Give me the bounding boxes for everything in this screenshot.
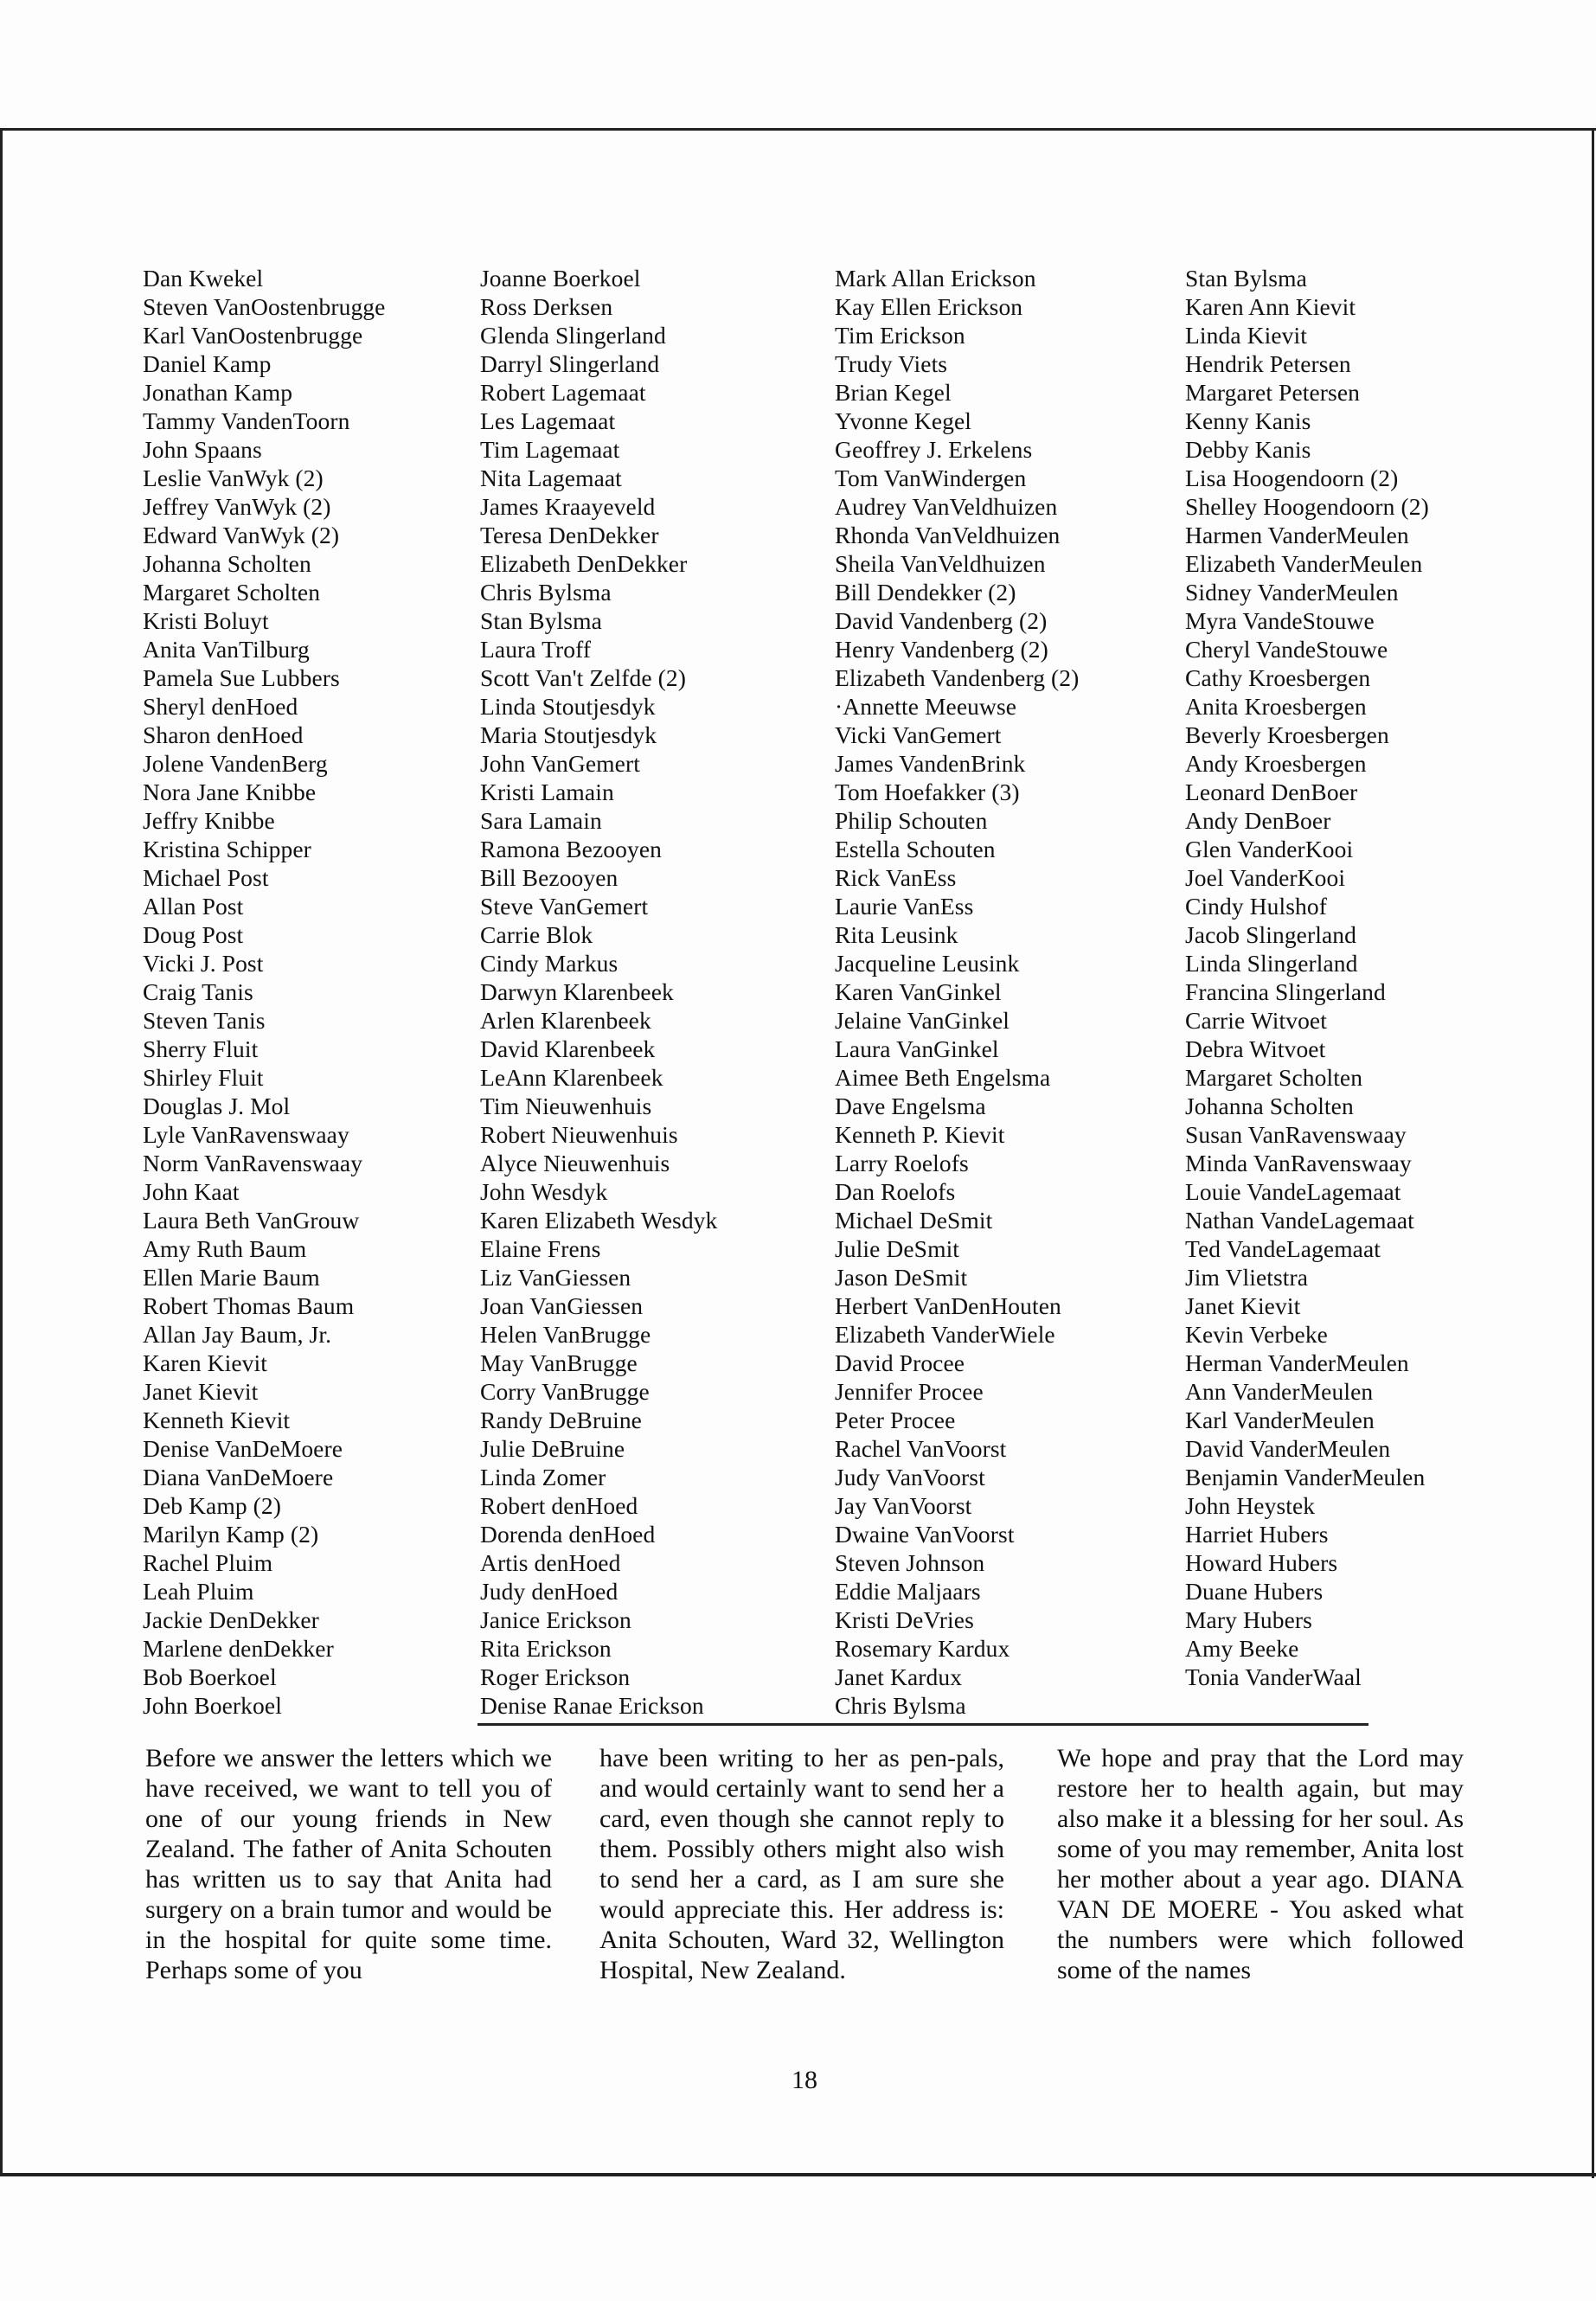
name-entry: LeAnn Klarenbeek <box>480 1064 663 1091</box>
name-entry: Craig Tanis <box>143 978 253 1005</box>
name-entry: Alyce Nieuwenhuis <box>480 1150 670 1176</box>
name-entry: Karen Elizabeth Wesdyk <box>480 1207 718 1234</box>
name-entry: Maria Stoutjesdyk <box>480 721 657 748</box>
name-entry: Jeffrey VanWyk (2) <box>143 493 331 520</box>
name-entry: Leah Pluim <box>143 1578 254 1605</box>
name-entry: Howard Hubers <box>1185 1549 1338 1576</box>
name-entry: Benjamin VanderMeulen <box>1185 1464 1426 1490</box>
name-entry: Robert Thomas Baum <box>143 1292 355 1319</box>
name-entry: Jacob Slingerland <box>1185 921 1356 948</box>
name-entry: Susan VanRavenswaay <box>1185 1121 1407 1148</box>
names-column-1 <box>143 264 385 1720</box>
name-entry: Sara Lamain <box>480 807 602 834</box>
name-entry: Trudy Viets <box>835 350 948 377</box>
name-entry: Janet Kardux <box>835 1663 963 1690</box>
name-entry: Karen Kievit <box>143 1349 267 1376</box>
article-paragraph-1: Before we answer the letters which we have received, we want to tell you of one of our young friends in New Zealand. The father of Anita Schouten has written us to say that Anita had surgery on a brain tumor and would be in the hospital for quite some time. Perhaps some of you <box>145 1744 552 1984</box>
name-entry: Janet Kievit <box>143 1378 259 1405</box>
name-entry: Dave Engelsma <box>835 1093 986 1119</box>
name-entry: Liz VanGiessen <box>480 1264 631 1291</box>
name-entry: Cindy Hulshof <box>1185 893 1328 920</box>
name-entry: Tonia VanderWaal <box>1185 1663 1362 1690</box>
name-entry: Rhonda VanVeldhuizen <box>835 522 1061 548</box>
name-entry: Tom Hoefakker (3) <box>835 779 1020 805</box>
name-entry: Artis denHoed <box>480 1549 621 1576</box>
article-paragraph-3: We hope and pray that the Lord may restore her to health again, but may also make it a blessing for her soul. As some of you may remember, Anita lost her mother about a year ago. DIANA VAN DE MOERE - You asked what the numbers were which followed some of the names <box>1057 1744 1464 1984</box>
name-entry: Laura Troff <box>480 636 592 663</box>
name-entry: Amy Beeke <box>1185 1635 1299 1662</box>
name-entry: Beverly Kroesbergen <box>1185 721 1389 748</box>
names-list <box>143 264 1475 1717</box>
name-entry: Cindy Markus <box>480 950 619 977</box>
name-entry: Diana VanDeMoere <box>143 1464 334 1490</box>
name-entry: Jeffry Knibbe <box>143 807 275 834</box>
name-entry: Judy VanVoorst <box>835 1464 985 1490</box>
name-entry: Kenny Kanis <box>1185 407 1311 434</box>
name-entry: Janet Kievit <box>1185 1292 1301 1319</box>
name-entry: Teresa DenDekker <box>480 522 659 548</box>
name-entry: James Kraayeveld <box>480 493 656 520</box>
name-entry: Francina Slingerland <box>1185 978 1386 1005</box>
name-entry: Leslie VanWyk (2) <box>143 465 324 491</box>
name-entry: Sherry Fluit <box>143 1035 259 1062</box>
name-entry: Marlene denDekker <box>143 1635 334 1662</box>
name-entry: Eddie Maljaars <box>835 1578 981 1605</box>
name-entry: Mary Hubers <box>1185 1606 1312 1633</box>
name-entry: Lisa Hoogendoorn (2) <box>1185 465 1399 491</box>
name-entry: Philip Schouten <box>835 807 988 834</box>
name-entry: Jackie DenDekker <box>143 1606 319 1633</box>
name-entry: David Klarenbeek <box>480 1035 656 1062</box>
name-entry: Laurie VanEss <box>835 893 974 920</box>
name-entry: Minda VanRavenswaay <box>1185 1150 1412 1176</box>
name-entry: Vicki VanGemert <box>835 721 1002 748</box>
name-entry: Edward VanWyk (2) <box>143 522 340 548</box>
name-entry: Johanna Scholten <box>1185 1093 1354 1119</box>
name-entry: Myra VandeStouwe <box>1185 607 1375 634</box>
name-entry: Les Lagemaat <box>480 407 616 434</box>
page-number: 18 <box>792 2066 817 2094</box>
name-entry: Jennifer Procee <box>835 1378 984 1405</box>
name-entry: Sheryl denHoed <box>143 693 298 720</box>
name-entry: John VanGemert <box>480 750 640 777</box>
name-entry: Sidney VanderMeulen <box>1185 579 1399 606</box>
name-entry: Jolene VandenBerg <box>143 750 328 777</box>
name-entry: Brian Kegel <box>835 379 952 406</box>
name-entry: Kenneth P. Kievit <box>835 1121 1005 1148</box>
name-entry: Bill Bezooyen <box>480 864 619 891</box>
name-entry: Tom VanWindergen <box>835 465 1027 491</box>
name-entry: Deb Kamp (2) <box>143 1492 282 1519</box>
name-entry: Kevin Verbeke <box>1185 1321 1328 1348</box>
article-paragraph-2: have been writing to her as pen-pals, and would certainly want to send her a card, even though she cannot reply to them. Possibly others might also wish to send her a card, as I am sure she would appreciate this. Her address is: Anita Schouten, Ward 32, Wellington Hospital, New Zealand. <box>599 1744 1004 1984</box>
name-entry: Sharon denHoed <box>143 721 304 748</box>
page-edge-right <box>1592 128 1594 2178</box>
name-entry: Estella Schouten <box>835 836 996 862</box>
name-entry: Steve VanGemert <box>480 893 649 920</box>
names-column-2 <box>480 264 717 1720</box>
name-entry: Corry VanBrugge <box>480 1378 650 1405</box>
names-column-4 <box>1185 264 1429 1691</box>
name-entry: Kristina Schipper <box>143 836 311 862</box>
name-entry: Jacqueline Leusink <box>835 950 1020 977</box>
name-entry: Stan Bylsma <box>480 607 602 634</box>
name-entry: John Boerkoel <box>143 1692 282 1719</box>
name-entry: Karl VanOostenbrugge <box>143 322 363 349</box>
name-entry: John Spaans <box>143 436 262 463</box>
name-entry: Audrey VanVeldhuizen <box>835 493 1058 520</box>
name-entry: Shelley Hoogendoorn (2) <box>1185 493 1429 520</box>
name-entry: Roger Erickson <box>480 1663 631 1690</box>
name-entry: Elizabeth VanderMeulen <box>1185 550 1423 577</box>
name-entry: Joel VanderKooi <box>1185 864 1346 891</box>
name-entry: Julie DeSmit <box>835 1235 960 1262</box>
name-entry: Anita VanTilburg <box>143 636 310 663</box>
name-entry: Daniel Kamp <box>143 350 272 377</box>
name-entry: Steven VanOostenbrugge <box>143 293 386 320</box>
name-entry: Rachel Pluim <box>143 1549 273 1576</box>
name-entry: Steven Johnson <box>835 1549 985 1576</box>
name-entry: Chris Bylsma <box>480 579 612 606</box>
name-entry: Herbert VanDenHouten <box>835 1292 1061 1319</box>
name-entry: Karen VanGinkel <box>835 978 1002 1005</box>
name-entry: Kenneth Kievit <box>143 1407 291 1433</box>
name-entry: Michael Post <box>143 864 269 891</box>
name-entry: Allan Post <box>143 893 244 920</box>
name-entry: Jay VanVoorst <box>835 1492 972 1519</box>
name-entry: Allan Jay Baum, Jr. <box>143 1321 332 1348</box>
name-entry: Jelaine VanGinkel <box>835 1007 1010 1034</box>
name-entry: Louie VandeLagemaat <box>1185 1178 1401 1205</box>
name-entry: Darwyn Klarenbeek <box>480 978 674 1005</box>
name-entry: Helen VanBrugge <box>480 1321 651 1348</box>
name-entry: Tim Lagemaat <box>480 436 620 463</box>
page-edge-top <box>0 128 1596 131</box>
name-entry: Kristi Boluyt <box>143 607 269 634</box>
names-column-3 <box>835 264 1079 1720</box>
name-entry: Shirley Fluit <box>143 1064 264 1091</box>
name-entry: James VandenBrink <box>835 750 1026 777</box>
name-entry: Margaret Petersen <box>1185 379 1361 406</box>
name-entry: Rick VanEss <box>835 864 957 891</box>
name-entry: Kristi Lamain <box>480 779 614 805</box>
name-entry: Kay Ellen Erickson <box>835 293 1023 320</box>
name-entry: Marilyn Kamp (2) <box>143 1521 319 1548</box>
name-entry: Geoffrey J. Erkelens <box>835 436 1033 463</box>
name-entry: Anita Kroesbergen <box>1185 693 1367 720</box>
name-entry: Laura Beth VanGrouw <box>143 1207 360 1234</box>
name-entry: Mark Allan Erickson <box>835 265 1036 292</box>
name-entry: Ross Derksen <box>480 293 613 320</box>
name-entry: Randy DeBruine <box>480 1407 642 1433</box>
name-entry: Dan Kwekel <box>143 265 264 292</box>
name-entry: Herman VanderMeulen <box>1185 1349 1409 1376</box>
name-entry: Debby Kanis <box>1185 436 1311 463</box>
name-entry: Cathy Kroesbergen <box>1185 664 1371 691</box>
name-entry: Tim Nieuwenhuis <box>480 1093 652 1119</box>
name-entry: Doug Post <box>143 921 244 948</box>
name-entry: Scott Van't Zelfde (2) <box>480 664 687 691</box>
name-entry: Robert Lagemaat <box>480 379 646 406</box>
name-entry: Linda Stoutjesdyk <box>480 693 656 720</box>
name-entry: Jim Vlietstra <box>1185 1264 1309 1291</box>
name-entry: Larry Roelofs <box>835 1150 969 1176</box>
name-entry: Kristi DeVries <box>835 1606 974 1633</box>
name-entry: Darryl Slingerland <box>480 350 660 377</box>
name-entry: David VanderMeulen <box>1185 1435 1391 1462</box>
name-entry: Michael DeSmit <box>835 1207 993 1234</box>
name-entry: Vicki J. Post <box>143 950 264 977</box>
name-entry: Robert Nieuwenhuis <box>480 1121 678 1148</box>
name-entry: Judy denHoed <box>480 1578 619 1605</box>
name-entry: Laura VanGinkel <box>835 1035 999 1062</box>
name-entry: Stan Bylsma <box>1185 265 1307 292</box>
name-entry: Jonathan Kamp <box>143 379 293 406</box>
page-edge-bottom <box>0 2173 1596 2176</box>
name-entry: Arlen Klarenbeek <box>480 1007 651 1034</box>
name-entry: Linda Zomer <box>480 1464 606 1490</box>
name-entry: Elizabeth DenDekker <box>480 550 688 577</box>
name-entry: Dan Roelofs <box>835 1178 956 1205</box>
name-entry: Glenda Slingerland <box>480 322 666 349</box>
name-entry: Harriet Hubers <box>1185 1521 1329 1548</box>
name-entry: David Procee <box>835 1349 965 1376</box>
name-entry: Denise VanDeMoere <box>143 1435 343 1462</box>
name-entry: Joanne Boerkoel <box>480 265 641 292</box>
name-entry: Rachel VanVoorst <box>835 1435 1007 1462</box>
name-entry: Margaret Scholten <box>143 579 321 606</box>
name-entry: Robert denHoed <box>480 1492 638 1519</box>
section-divider <box>478 1723 1368 1726</box>
name-entry: Ann VanderMeulen <box>1185 1378 1374 1405</box>
name-entry: Carrie Witvoet <box>1185 1007 1327 1034</box>
name-entry: Rosemary Kardux <box>835 1635 1010 1662</box>
name-entry: Nathan VandeLagemaat <box>1185 1207 1414 1234</box>
name-entry: Margaret Scholten <box>1185 1064 1363 1091</box>
name-entry: Duane Hubers <box>1185 1578 1324 1605</box>
name-entry: Joan VanGiessen <box>480 1292 644 1319</box>
name-entry: Debra Witvoet <box>1185 1035 1326 1062</box>
name-entry: Dwaine VanVoorst <box>835 1521 1015 1548</box>
name-entry: Ted VandeLagemaat <box>1185 1235 1381 1262</box>
name-entry: Janice Erickson <box>480 1606 631 1633</box>
name-entry: Bob Boerkoel <box>143 1663 277 1690</box>
name-entry: Karen Ann Kievit <box>1185 293 1356 320</box>
name-entry: Glen VanderKooi <box>1185 836 1354 862</box>
name-entry: Cheryl VandeStouwe <box>1185 636 1388 663</box>
name-entry: Julie DeBruine <box>480 1435 625 1462</box>
name-entry: Aimee Beth Engelsma <box>835 1064 1051 1091</box>
page-edge-left <box>0 128 3 2175</box>
name-entry: Rita Erickson <box>480 1635 612 1662</box>
name-entry: Elizabeth VanderWiele <box>835 1321 1055 1348</box>
name-entry: Ramona Bezooyen <box>480 836 662 862</box>
name-entry: Steven Tanis <box>143 1007 266 1034</box>
name-entry: Leonard DenBoer <box>1185 779 1358 805</box>
name-entry: Henry Vandenberg (2) <box>835 636 1048 663</box>
name-entry: Denise Ranae Erickson <box>480 1692 704 1719</box>
name-entry: Nora Jane Knibbe <box>143 779 317 805</box>
name-entry: Ellen Marie Baum <box>143 1264 320 1291</box>
name-entry: Amy Ruth Baum <box>143 1235 307 1262</box>
name-entry: ·Annette Meeuwse <box>835 693 1017 720</box>
name-entry: Norm VanRavenswaay <box>143 1150 363 1176</box>
name-entry: Elaine Frens <box>480 1235 601 1262</box>
name-entry: Douglas J. Mol <box>143 1093 291 1119</box>
name-entry: Andy Kroesbergen <box>1185 750 1367 777</box>
name-entry: Carrie Blok <box>480 921 593 948</box>
name-entry: Rita Leusink <box>835 921 958 948</box>
name-entry: David Vandenberg (2) <box>835 607 1048 634</box>
name-entry: Pamela Sue Lubbers <box>143 664 340 691</box>
name-entry: Elizabeth Vandenberg (2) <box>835 664 1080 691</box>
name-entry: Nita Lagemaat <box>480 465 622 491</box>
name-entry: Chris Bylsma <box>835 1692 966 1719</box>
name-entry: Linda Slingerland <box>1185 950 1358 977</box>
name-entry: Yvonne Kegel <box>835 407 972 434</box>
name-entry: Andy DenBoer <box>1185 807 1331 834</box>
name-entry: John Heystek <box>1185 1492 1316 1519</box>
name-entry: Tammy VandenToorn <box>143 407 350 434</box>
name-entry: Jason DeSmit <box>835 1264 968 1291</box>
name-entry: Tim Erickson <box>835 322 965 349</box>
name-entry: Bill Dendekker (2) <box>835 579 1016 606</box>
name-entry: Johanna Scholten <box>143 550 311 577</box>
name-entry: Lyle VanRavenswaay <box>143 1121 349 1148</box>
name-entry: Linda Kievit <box>1185 322 1307 349</box>
name-entry: Hendrik Petersen <box>1185 350 1351 377</box>
name-entry: John Kaat <box>143 1178 240 1205</box>
name-entry: Harmen VanderMeulen <box>1185 522 1409 548</box>
name-entry: Dorenda denHoed <box>480 1521 656 1548</box>
name-entry: Sheila VanVeldhuizen <box>835 550 1046 577</box>
name-entry: Peter Procee <box>835 1407 956 1433</box>
name-entry: May VanBrugge <box>480 1349 638 1376</box>
name-entry: Karl VanderMeulen <box>1185 1407 1375 1433</box>
name-entry: John Wesdyk <box>480 1178 608 1205</box>
